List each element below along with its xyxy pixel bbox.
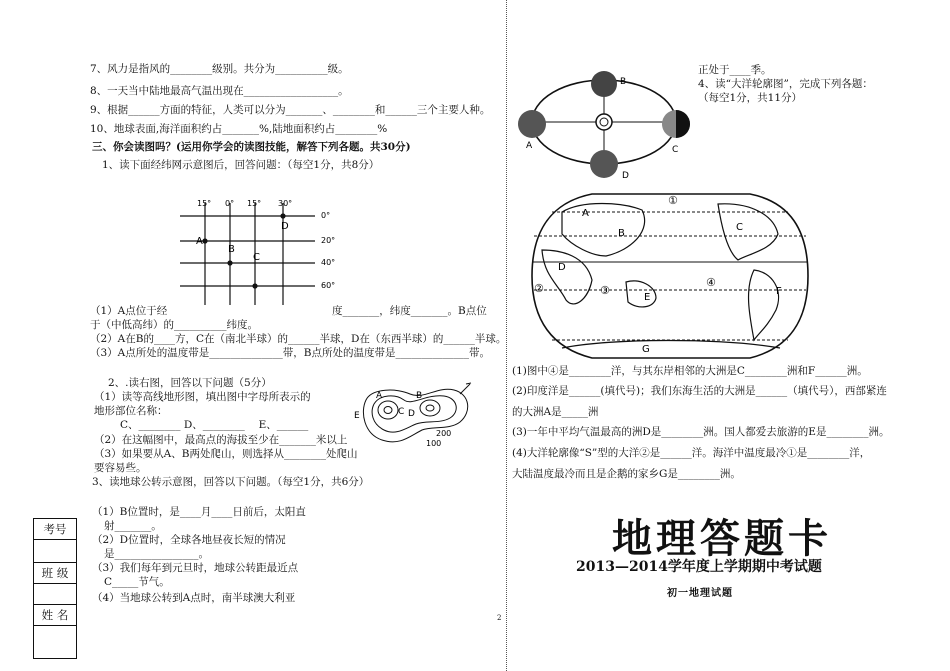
lat-lon-grid-figure: [175, 193, 350, 308]
class-label: 班 级: [34, 563, 77, 584]
lon-label: 0°: [225, 199, 235, 208]
class-field[interactable]: [34, 584, 77, 605]
contour-map-figure: [352, 380, 487, 452]
exam-no-label: 考号: [34, 519, 77, 540]
sun-icon: [596, 114, 612, 130]
lat-label: 40°: [321, 258, 336, 267]
question-9: 9、根据______方面的特征，人类可以分为_______、________和______三个主要人种。: [90, 104, 491, 116]
name-field[interactable]: [34, 626, 77, 659]
elevation-label: 200: [436, 429, 452, 438]
graph2-q3: （3）如果要从A、B两处爬山，则选择从________处爬山: [94, 448, 358, 460]
answer-card-subtitle: 2013—2014学年度上学期期中考试题: [576, 559, 822, 575]
question-4-title: 4、读“大洋轮廓图”，完成下列各题：: [698, 78, 873, 90]
name-label: 姓 名: [34, 605, 77, 626]
lon-label: 30°: [278, 199, 293, 208]
graph2-q3b: 要容易些。: [94, 462, 147, 474]
map-label-e: E: [644, 292, 651, 303]
lat-label: 60°: [321, 281, 336, 290]
point-a-marker: [202, 238, 207, 243]
lon-label: 15°: [247, 199, 262, 208]
ocean-label-4: ④: [706, 276, 716, 289]
point-b-marker: [227, 260, 232, 265]
orbit-label-d: D: [622, 171, 629, 181]
graph1-q1a: （1）A点位于经: [90, 305, 168, 317]
right-q3: (3)一年中平均气温最高的洲D是________洲。国人都爱去旅游的E是________洲。: [512, 426, 890, 438]
world-ocean-map-figure: [522, 190, 820, 362]
answer-card-title: 地理答题卡: [612, 516, 832, 562]
question-4-score: （每空1分，共11分）: [698, 92, 803, 104]
graph1-title: 1、读下面经纬网示意图后，回答问题：（每空1分，共8分）: [102, 159, 380, 171]
graph2-q1c: C、________ D、________ E、______: [120, 419, 309, 431]
earth-d-icon: [590, 150, 618, 178]
map-label-f: F: [776, 286, 782, 297]
point-d-label: D: [281, 221, 289, 232]
map-label-g: G: [642, 344, 650, 355]
graph2-q1b: 地形部位名称：: [94, 405, 168, 417]
graph2-title: 2、.读右图，回答以下问题（5分）: [108, 377, 272, 389]
map-label-d: D: [558, 262, 566, 273]
graph3-q1b: 射_______。: [104, 520, 162, 532]
right-q1: (1)图中④是________洋，与其东岸相邻的大洲是C________洲和F______洲。: [512, 365, 868, 377]
graph1-q1c: 于（中低高纬）的__________纬度。: [90, 319, 258, 331]
north-arrow-icon: [460, 384, 470, 394]
exam-no-field[interactable]: [34, 540, 77, 563]
elevation-label: 100: [426, 439, 442, 448]
orbit-label-a: A: [526, 141, 533, 151]
right-q2: (2)印度洋是______(填代号)；我们东海生活的大洲是______（填代号），西部紧连: [512, 385, 887, 397]
point-c-marker: [252, 283, 257, 288]
right-cont-1: 正处于____季。: [698, 64, 772, 76]
graph2-q1: （1）读等高线地形图，填出图中字母所表示的: [94, 391, 311, 403]
point-b-label: B: [228, 244, 235, 255]
point-d-marker: [280, 213, 285, 218]
question-10: 10、地球表面,海洋面积约占_______%,陆地面积约占________%: [90, 123, 388, 135]
earth-orbit-figure: [512, 64, 692, 182]
ocean-label-1: ①: [668, 194, 678, 207]
earth-a-icon: [518, 110, 546, 138]
graph3-q4: （4）当地球公转到A点时，南半球澳大利亚: [92, 592, 296, 604]
ocean-label-3: ③: [600, 284, 610, 297]
right-q4: (4)大洋轮廓像“S”型的大洋②是______洋。海洋中温度最冷①是________洋，: [512, 447, 871, 459]
answer-card-subtitle-2: 初一地理试题: [667, 588, 733, 599]
contour-label-b: B: [416, 391, 423, 401]
lat-label: 0°: [321, 211, 331, 220]
lon-label: 15°: [197, 199, 212, 208]
right-q4b: 大陆温度最冷而且是企鹅的家乡G是________洲。: [512, 468, 741, 480]
lat-label: 20°: [321, 236, 336, 245]
question-8: 8、一天当中陆地最高气温出现在__________________。: [90, 85, 349, 97]
contour-label-c: C: [398, 407, 405, 417]
graph3-q2: （2）D位置时，全球各地昼夜长短的情况: [92, 534, 286, 546]
graph1-q2: （2）A在B的____方，C在（南北半球）的______半球，D在（东西半球）的______半球。: [90, 333, 507, 345]
graph3-q2b: 是________________。: [104, 548, 209, 560]
contour-label-d: D: [408, 409, 415, 419]
map-label-c: C: [736, 222, 743, 233]
right-q2b: 的大洲A是_____洲: [512, 406, 599, 418]
page-number: 2: [497, 614, 502, 622]
graph3-q1: （1）B位置时，是____月____日前后，太阳直: [92, 506, 306, 518]
ocean-label-2: ②: [534, 282, 544, 295]
graph1-q1b: 度_______，纬度_______。B点位: [332, 305, 487, 317]
contour-label-a: A: [376, 391, 383, 401]
point-c-label: C: [253, 252, 260, 263]
orbit-label-c: C: [672, 145, 679, 155]
map-label-a: A: [582, 208, 589, 219]
graph3-title: 3、读地球公转示意图，回答以下问题。（每空1分，共6分）: [92, 476, 370, 488]
point-a-label: A: [196, 236, 203, 247]
map-label-b: B: [618, 228, 625, 239]
graph3-q3b: C_____节气。: [104, 576, 170, 588]
question-7: 7、风力是指风的________级别。共分为__________级。: [90, 63, 349, 75]
orbit-label-b: B: [620, 77, 627, 87]
earth-b-icon: [591, 71, 617, 97]
section-3-heading: 三、你会读图吗？(运用你学会的读图技能，解答下列各题。共30分): [92, 141, 411, 153]
student-id-table: [33, 518, 77, 659]
contour-label-e: E: [354, 411, 360, 421]
graph2-q2: （2）在这幅图中，最高点的海拔至少在_______米以上: [94, 434, 348, 446]
graph3-q3: （3）我们每年到元旦时，地球公转距最近点: [92, 562, 299, 574]
graph1-q3: （3）A点所处的温度带是______________带，B点所处的温度带是______________带。: [90, 347, 490, 359]
